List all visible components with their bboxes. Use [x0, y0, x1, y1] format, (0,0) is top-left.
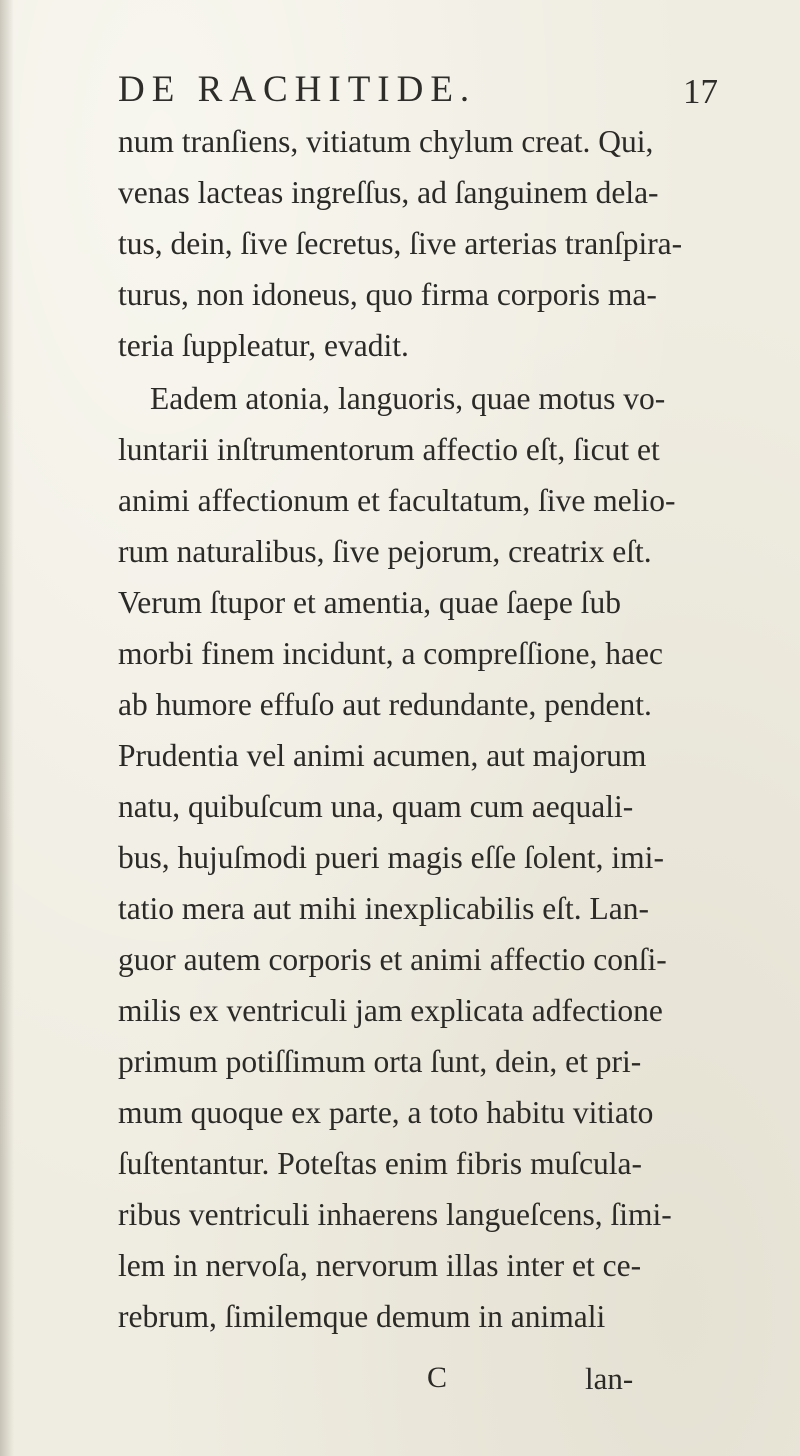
text-line: mum quoque ex parte, a toto habitu vitiato [118, 1095, 654, 1130]
text-line: venas lacteas ingreſſus, ad ſanguinem dela- [118, 175, 659, 210]
page-footer [0, 1361, 800, 1405]
text-line: guor autem corporis et animi affectio conſi- [118, 942, 667, 977]
text-line: lem in nervoſa, nervorum illas inter et ce- [118, 1248, 642, 1283]
signature-mark: C [427, 1361, 448, 1394]
text-line: num tranſiens, vitiatum chylum creat. Qui, [118, 124, 654, 159]
gutter-shadow [0, 0, 14, 1456]
text-line: ab humore effuſo aut redundante, pendent. [118, 687, 652, 722]
text-line: luntarii inſtrumentorum affectio eſt, ſicut et [118, 432, 660, 467]
catchword: lan- [585, 1361, 634, 1396]
text-line: Verum ſtupor et amentia, quae ſaepe ſub [118, 585, 621, 620]
text-line: turus, non idoneus, quo firma corporis ma- [118, 277, 657, 312]
text-line: teria ſuppleatur, evadit. [118, 328, 409, 363]
text-line: morbi finem incidunt, a compreſſione, haec [118, 636, 663, 671]
running-head: DE RACHITIDE. [118, 69, 477, 110]
text-line: natu, quibuſcum una, quam cum aequali- [118, 789, 634, 824]
text-line: Eadem atonia, languoris, quae motus vo- [150, 381, 666, 416]
text-line: rebrum, ſimilemque demum in animali [118, 1299, 606, 1334]
text-line: milis ex ventriculi jam explicata adfectione [118, 993, 663, 1028]
text-line: ribus ventriculi inhaerens langueſcens, ſimi- [118, 1197, 672, 1232]
text-line: bus, hujuſmodi pueri magis eſſe ſolent, imi- [118, 840, 664, 875]
text-line: rum naturalibus, ſive pejorum, creatrix eſt. [118, 534, 652, 569]
text-line: animi affectionum et facultatum, ſive melio- [118, 483, 676, 518]
page-number: 17 [683, 72, 718, 111]
page-header [118, 68, 718, 118]
text-line: primum potiſſimum orta ſunt, dein, et pri- [118, 1044, 642, 1079]
text-line: Prudentia vel animi acumen, aut majorum [118, 738, 647, 773]
text-line: tus, dein, ſive ſecretus, ſive arterias tranſpira- [118, 226, 683, 261]
text-line: ſuſtentantur. Poteſtas enim fibris muſcula- [118, 1146, 643, 1181]
text-line: tatio mera aut mihi inexplicabilis eſt. Lan- [118, 891, 649, 926]
